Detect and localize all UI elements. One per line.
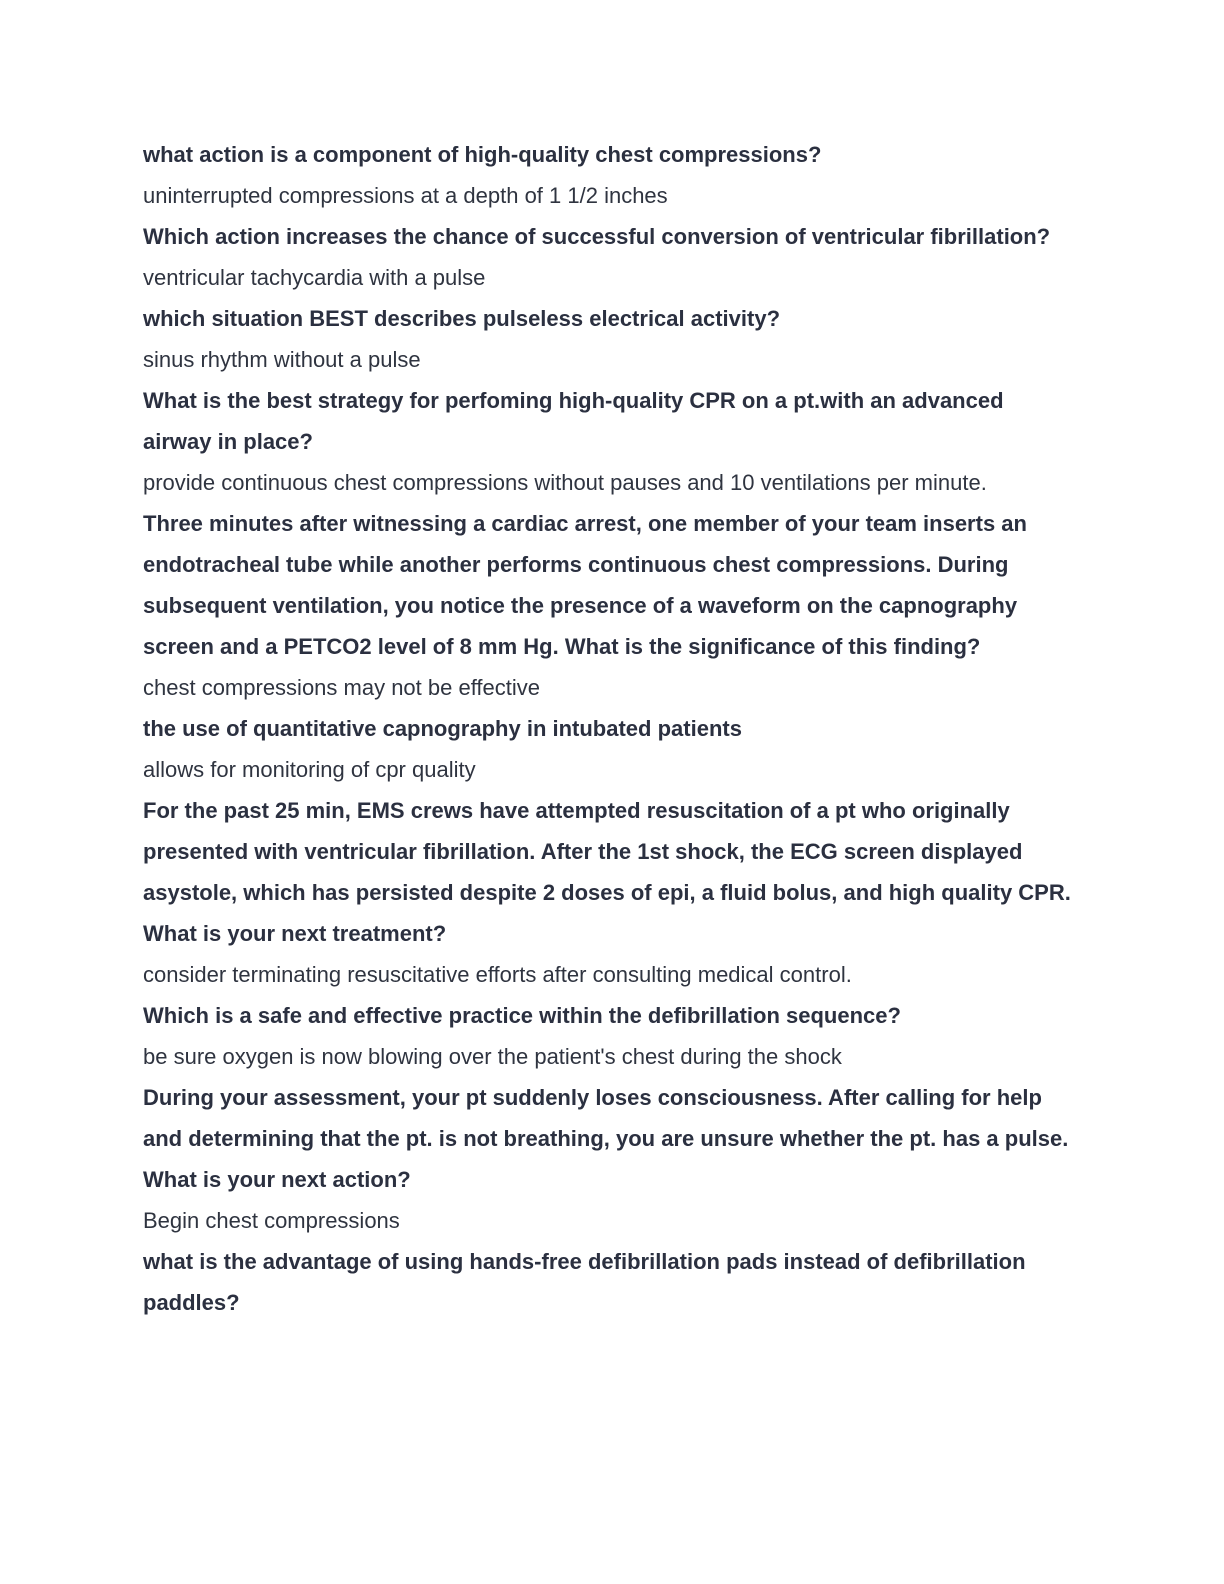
question-9: During your assessment, your pt suddenly loses consciousness. After calling for help and determining that the pt. is not breathing, you are unsure whether the pt. has a pulse. What is your next action? <box>143 1085 1069 1192</box>
answer-4: provide continuous chest compressions without pauses and 10 ventilations per minute. <box>143 470 987 495</box>
question-2: Which action increases the chance of successful conversion of ventricular fibrillation? <box>143 224 1051 249</box>
answer-2: ventricular tachycardia with a pulse <box>143 265 486 290</box>
question-10: what is the advantage of using hands-free defibrillation pads instead of defibrillation paddles? <box>143 1249 1026 1315</box>
question-1: what action is a component of high-quality chest compressions? <box>143 142 822 167</box>
answer-7: consider terminating resuscitative efforts after consulting medical control. <box>143 962 852 987</box>
answer-8: be sure oxygen is now blowing over the patient's chest during the shock <box>143 1044 842 1069</box>
answer-6: allows for monitoring of cpr quality <box>143 757 476 782</box>
document-body <box>143 134 1078 1323</box>
answer-5: chest compressions may not be effective <box>143 675 541 700</box>
answer-3: sinus rhythm without a pulse <box>143 347 421 372</box>
question-5: Three minutes after witnessing a cardiac arrest, one member of your team inserts an endotracheal tube while another performs continuous chest compressions. During subsequent ventilation, you notice the presence of a waveform on the capnography screen and a PETCO2 level of 8 mm Hg. What is the significance of this finding? <box>143 511 1027 659</box>
question-7: For the past 25 min, EMS crews have attempted resuscitation of a pt who originally presented with ventricular fibrillation. After the 1st shock, the ECG screen displayed asystole, which has persisted despite 2 doses of epi, a fluid bolus, and high quality CPR. What is your next treatment? <box>143 798 1071 946</box>
answer-1: uninterrupted compressions at a depth of 1 1/2 inches <box>143 183 668 208</box>
question-4: What is the best strategy for perfoming high-quality CPR on a pt.with an advanced airway in place? <box>143 388 1004 454</box>
question-3: which situation BEST describes pulseless electrical activity? <box>143 306 781 331</box>
question-8: Which is a safe and effective practice within the defibrillation sequence? <box>143 1003 901 1028</box>
question-6: the use of quantitative capnography in intubated patients <box>143 716 742 741</box>
answer-9: Begin chest compressions <box>143 1208 400 1233</box>
